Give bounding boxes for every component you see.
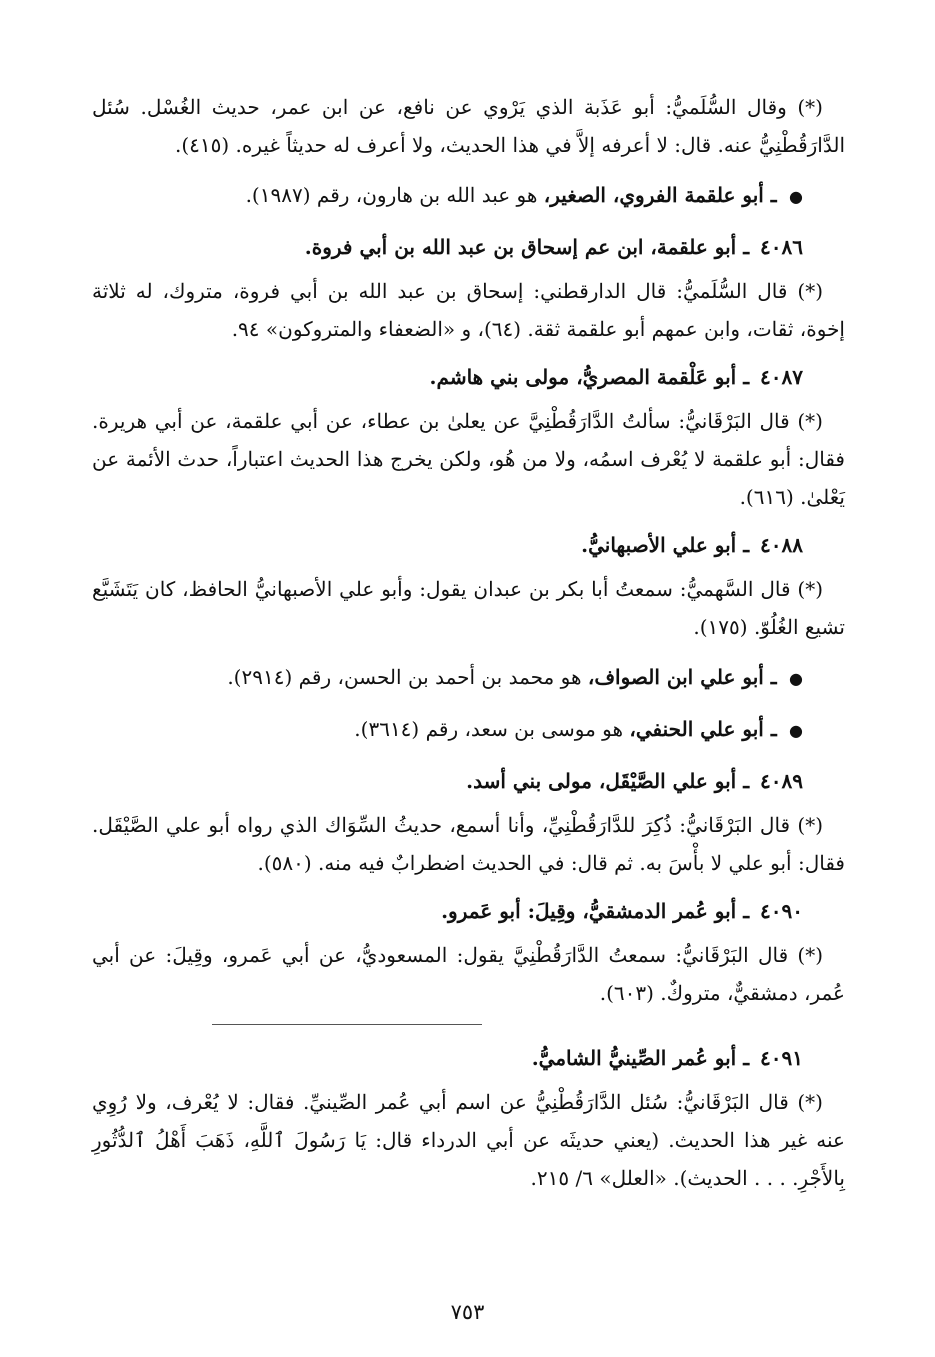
- entry-title: ـ أبو عُمر الصِّينيُّ الشاميُّ.: [531, 1046, 750, 1070]
- entry-title: ـ أبو علقمة، ابن عم إسحاق بن عبد الله بن أبي فروة.: [304, 235, 750, 259]
- bullet-icon: ●: [789, 669, 803, 688]
- cross-reference-name: ـ أبو علقمة الفروي، الصغير،: [543, 183, 777, 207]
- entry-heading: [92, 762, 845, 800]
- entry-paragraph: (*) قال السُّلَميُّ: قال الدارقطني: إسحاق بن عبد الله بن أبي فروة، متروك، له ثلاثة إخوة، ثقات، وابن عمهم أبو علقمة ثقة. (٦٤)، و «الضعفاء والمتروكون» ٩٤.: [92, 279, 845, 341]
- entry-heading: [92, 1039, 845, 1077]
- cross-reference-2: [92, 658, 845, 698]
- page-number: ٧٥٣: [450, 1300, 485, 1324]
- entry-paragraph: (*) قال البَرْقَانيُّ: سألتُ الدَّارَقُطْنِيَّ عن يعلىٰ بن عطاء، عن أبي علقمة، عن أبي هريرة. فقال: أبو علقمة لا يُعْرف اسمُه، ولا من هُو، ولكن يخرج هذا الحديث اعتباراً، حدث الأئمة عن يَعْلىٰ. (٦١٦).: [92, 409, 845, 509]
- entry-number: ٤٠٩٠: [760, 899, 803, 923]
- entry-4091: [92, 1039, 845, 1197]
- cross-reference-text: هو موسى بن سعد، رقم (٣٦١٤).: [354, 717, 624, 741]
- cross-reference-3: [92, 710, 845, 750]
- entry-title: ـ أبو علي الأصبهانيُّ.: [581, 533, 750, 557]
- entry-number: ٤٠٨٨: [760, 533, 803, 557]
- entry-4089: [92, 762, 845, 882]
- entry-paragraph: (*) قال البَرْقَانيُّ: سُئل الدَّارَقُطْنِيُّ عن اسم أبي عُمر الصِّينيِّ. فقال: لا يُعْرف، ولا رُوِي عنه غير هذا الحديث. (يعني حديثَه عن أبي الدرداء قال: يَا رَسُولَ ٱللَّهِ، ذَهَبَ أَهْلُ ٱلدُّثُورِ بِالأَجْرِ. . . . الحديث). «العلل» ٦/ ٢١٥.: [92, 1090, 845, 1190]
- cross-reference-1: [92, 176, 845, 216]
- entry-title: ـ أبو عُمر الدمشقيُّ، وقِيلَ: أبو عَمرو.: [441, 899, 750, 923]
- entry-title: ـ أبو علي الصَّيْقَل، مولى بني أسد.: [466, 769, 750, 793]
- cross-reference-name: ـ أبو علي ابن الصواف،: [587, 665, 777, 689]
- entry-paragraph: (*) قال البَرْقَانيُّ: سمعتُ الدَّارَقُطْنِيَّ يقول: المسعوديُّ، عن أبي عَمرو، وقِيلَ: عن أبي عُمر، دمشقيٌّ، متروكٌ. (٦٠٣).: [92, 943, 845, 1005]
- cross-reference-name: ـ أبو علي الحنفي،: [629, 717, 777, 741]
- entry-4087: [92, 358, 845, 516]
- bullet-icon: ●: [789, 721, 803, 740]
- entry-number: ٤٠٨٩: [760, 769, 803, 793]
- bullet-icon: ●: [789, 187, 803, 206]
- entry-heading: [92, 892, 845, 930]
- entry-number: ٤٠٩١: [760, 1046, 803, 1070]
- entry-heading: [92, 228, 845, 266]
- cross-reference-text: هو محمد بن أحمد بن الحسن، رقم (٢٩١٤).: [227, 665, 582, 689]
- entry-paragraph: (*) قال البَرْقَانيُّ: ذُكِرَ للدَّارَقُطْنِيِّ، وأنا أسمع، حديثُ السِّوَاك الذي رواه أبو علي الصَّيْقَل. فقال: أبو علي لا بأْسَ به. ثم قال: في الحديث اضطرابٌ فيه منه. (٥٨٠).: [92, 813, 845, 875]
- entry-4088: [92, 526, 845, 646]
- entry-heading: [92, 358, 845, 396]
- entry-heading: [92, 526, 845, 564]
- cross-reference-text: هو عبد الله بن هارون، رقم (١٩٨٧).: [245, 183, 538, 207]
- entry-4090: [92, 892, 845, 1012]
- entry-number: ٤٠٨٧: [760, 365, 803, 389]
- entry-title: ـ أبو عَلْقمة المصريُّ، مولى بني هاشم.: [429, 365, 750, 389]
- entry-4086: [92, 228, 845, 348]
- intro-paragraph: (*) وقال السُّلَميُّ: أبو عَذَبة الذي يَرْوي عن نافع، عن ابن عمر، حديث الغُسْل. سُئل الدَّارَقُطْنِيُّ عنه. قال: لا أعرفه إلاَّ في هذا الحديث، ولا أعرف له حديثاً غيره. (٤١٥).: [92, 95, 845, 157]
- entry-paragraph: (*) قال السَّهميُّ: سمعتُ أبا بكر بن عبدان يقول: وأبو علي الأصبهانيُّ الحافظ، كان يَتَشَيَّع تشيع الغُلُوّ. (١٧٥).: [92, 577, 845, 639]
- intro-entry: [92, 88, 845, 164]
- section-divider: [212, 1024, 482, 1025]
- entry-number: ٤٠٨٦: [760, 235, 803, 259]
